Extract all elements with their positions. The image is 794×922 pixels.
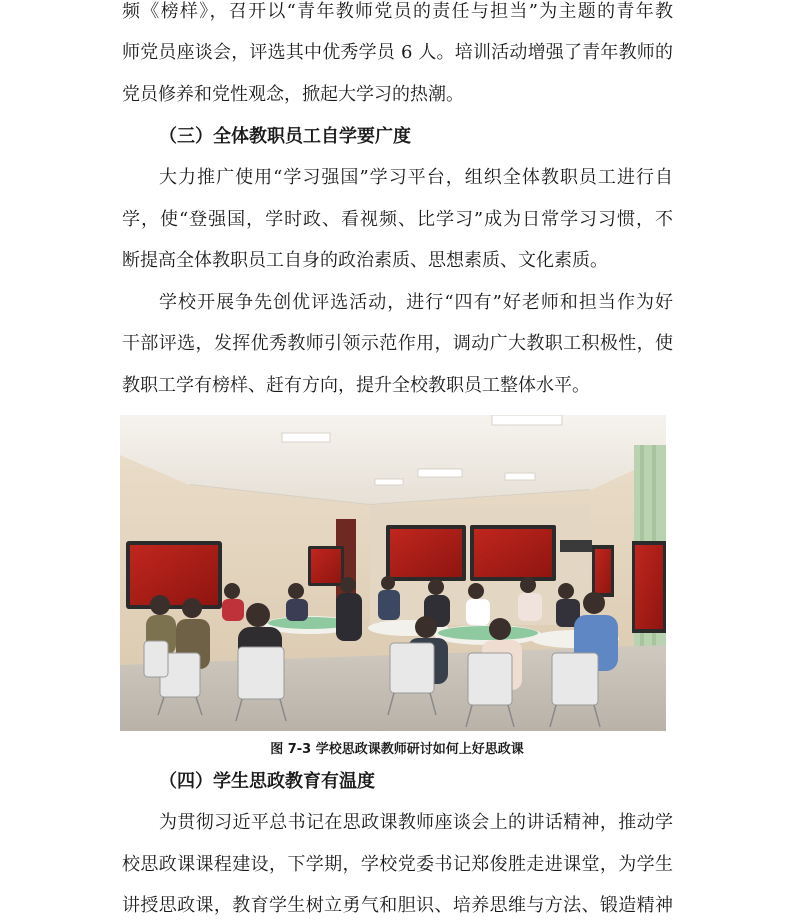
figure-caption: 图 7-3 学校思政课教师研讨如何上好思政课: [270, 742, 524, 757]
classroom-photo: [120, 415, 666, 731]
paragraph-line: 讲授思政课，教育学生树立勇气和胆识、培养思维与方法、锻造精神: [122, 895, 673, 916]
paragraph-line: 断提高全体教职员工自身的政治素质、思想素质、文化素质。: [122, 250, 608, 271]
paragraph-line: 大力推广使用“学习强国”学习平台，组织全体教职员工进行自: [159, 167, 673, 188]
section-heading-three: （三）全体教职员工自学要广度: [159, 126, 411, 147]
paragraph-line: 校思政课课程建设，下学期，学校党委书记郑俊胜走进课堂，为学生: [122, 854, 673, 875]
paragraph-line: 师党员座谈会，评选其中优秀学员 6 人。培训活动增强了青年教师的: [122, 42, 673, 63]
paragraph-line: 党员修养和党性观念，掀起大学习的热潮。: [122, 84, 464, 105]
section-heading-four: （四）学生思政教育有温度: [159, 771, 375, 792]
paragraph-line: 为贯彻习近平总书记在思政课教师座谈会上的讲话精神，推动学: [159, 812, 673, 833]
paragraph-line: 频《榜样》，召开以“青年教师党员的责任与担当”为主题的青年教: [122, 1, 673, 22]
paragraph-line: 教职工学有榜样、赶有方向，提升全校教职员工整体水平。: [122, 375, 590, 396]
classroom-photo-drawing: [120, 415, 666, 731]
paragraph-line: 学，使“登强国，学时政、看视频、比学习”成为日常学习习惯，不: [122, 209, 673, 230]
paragraph-line: 干部评选，发挥优秀教师引领示范作用，调动广大教职工积极性，使: [122, 333, 673, 354]
paragraph-line: 学校开展争先创优评选活动，进行“四有”好老师和担当作为好: [159, 292, 673, 313]
